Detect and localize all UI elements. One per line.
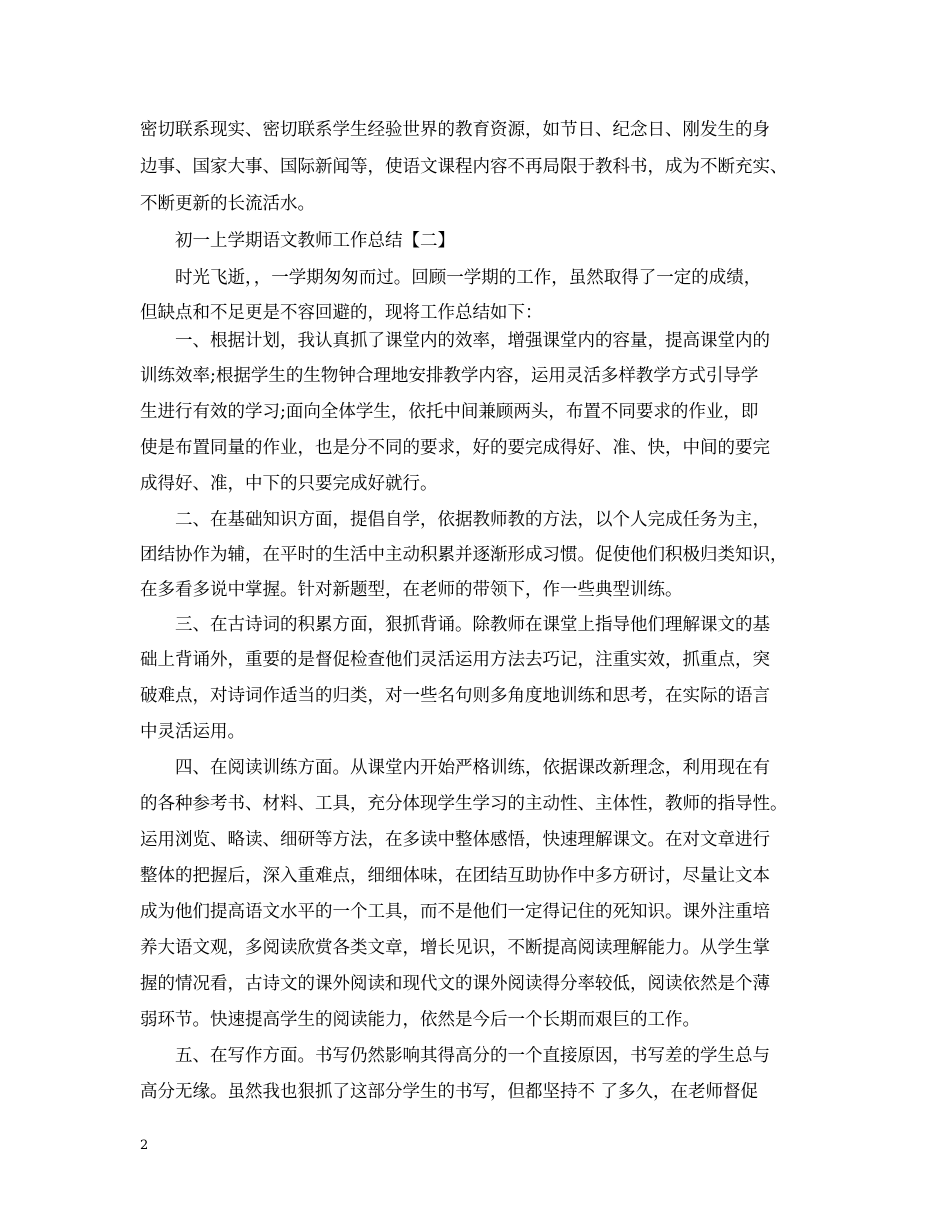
body-text-line: 弱环节。快速提高学生的阅读能力，依然是今后一个长期而艰巨的工作。 — [140, 1010, 700, 1030]
page-number: 2 — [140, 1138, 149, 1153]
body-text-line: 五、在写作方面。书写仍然影响其得高分的一个直接原因，书写差的学生总与 — [140, 1046, 770, 1066]
body-text-line: 使是布置同量的作业，也是分不同的要求，好的要完成得好、准、快，中间的要完 — [140, 438, 770, 458]
body-text-line: 础上背诵外，重要的是督促检查他们灵活运用方法去巧记，注重实效，抓重点，突 — [140, 650, 770, 670]
body-text-line: 破难点，对诗词作适当的归类，对一些名句则多角度地训练和思考，在实际的语言 — [140, 686, 770, 706]
body-text-line: 运用浏览、略读、细研等方法，在多读中整体感悟，快速理解课文。在对文章进行 — [140, 830, 770, 850]
body-text-line: 密切联系现实、密切联系学生经验世界的教育资源，如节日、纪念日、刚发生的身 — [140, 120, 770, 140]
body-text-line: 中灵活运用。 — [140, 722, 245, 742]
body-text-line: 边事、国家大事、国际新闻等，使语文课程内容不再局限于教科书，成为不断充实、 — [140, 157, 788, 177]
body-text-line: 时光飞逝，，一学期匆匆而过。回顾一学期的工作，虽然取得了一定的成绩， — [140, 268, 762, 288]
section-heading: 初一上学期语文教师工作总结【二】 — [140, 231, 455, 251]
body-text-line: 成为他们提高语文水平的一个工具，而不是他们一定得记住的死知识。课外注重培 — [140, 902, 770, 922]
body-text-line: 高分无缘。虽然我也狠抓了这部分学生的书写，但都坚持不 了多久，在老师督促 — [140, 1082, 759, 1102]
body-text-line: 生进行有效的学习;面向全体学生，依托中间兼顾两头，布置不同要求的作业，即 — [140, 402, 759, 422]
body-text-line: 在多看多说中掌握。针对新题型，在老师的带领下，作一些典型训练。 — [140, 580, 683, 600]
body-text-line: 二、在基础知识方面，提倡自学，依据教师教的方法，以个人完成任务为主， — [140, 510, 770, 530]
body-text-line: 一、根据计划，我认真抓了课堂内的效率，增强课堂内的容量，提高课堂内的 — [140, 331, 770, 351]
body-text-line: 训练效率;根据学生的生物钟合理地安排教学内容，运用灵活多样教学方式引导学 — [140, 366, 759, 386]
body-text-line: 的各种参考书、材料、工具，充分体现学生学习的主动性、主体性，教师的指导性。 — [140, 794, 788, 814]
body-text-line: 整体的把握后，深入重难点，细细体味，在团结互助协作中多方研讨，尽量让文本 — [140, 866, 770, 886]
body-text-line: 握的情况看，古诗文的课外阅读和现代文的课外阅读得分率较低，阅读依然是个薄 — [140, 974, 770, 994]
body-text-line: 养大语文观，多阅读欣赏各类文章，增长见识，不断提高阅读理解能力。从学生掌 — [140, 938, 770, 958]
body-text-line: 团结协作为辅，在平时的生活中主动积累并逐渐形成习惯。促使他们积极归类知识， — [140, 545, 788, 565]
body-text-line: 四、在阅读训练方面。从课堂内开始严格训练，依据课改新理念，利用现在有 — [140, 758, 770, 778]
body-text-line: 成得好、准，中下的只要完成好就行。 — [140, 474, 438, 494]
body-text-line: 但缺点和不足更是不容回避的，现将工作总结如下： — [140, 303, 543, 323]
body-text-line: 三、在古诗词的积累方面，狠抓背诵。除教师在课堂上指导他们理解课文的基 — [140, 615, 770, 635]
body-text-line: 不断更新的长流活水。 — [140, 194, 315, 214]
